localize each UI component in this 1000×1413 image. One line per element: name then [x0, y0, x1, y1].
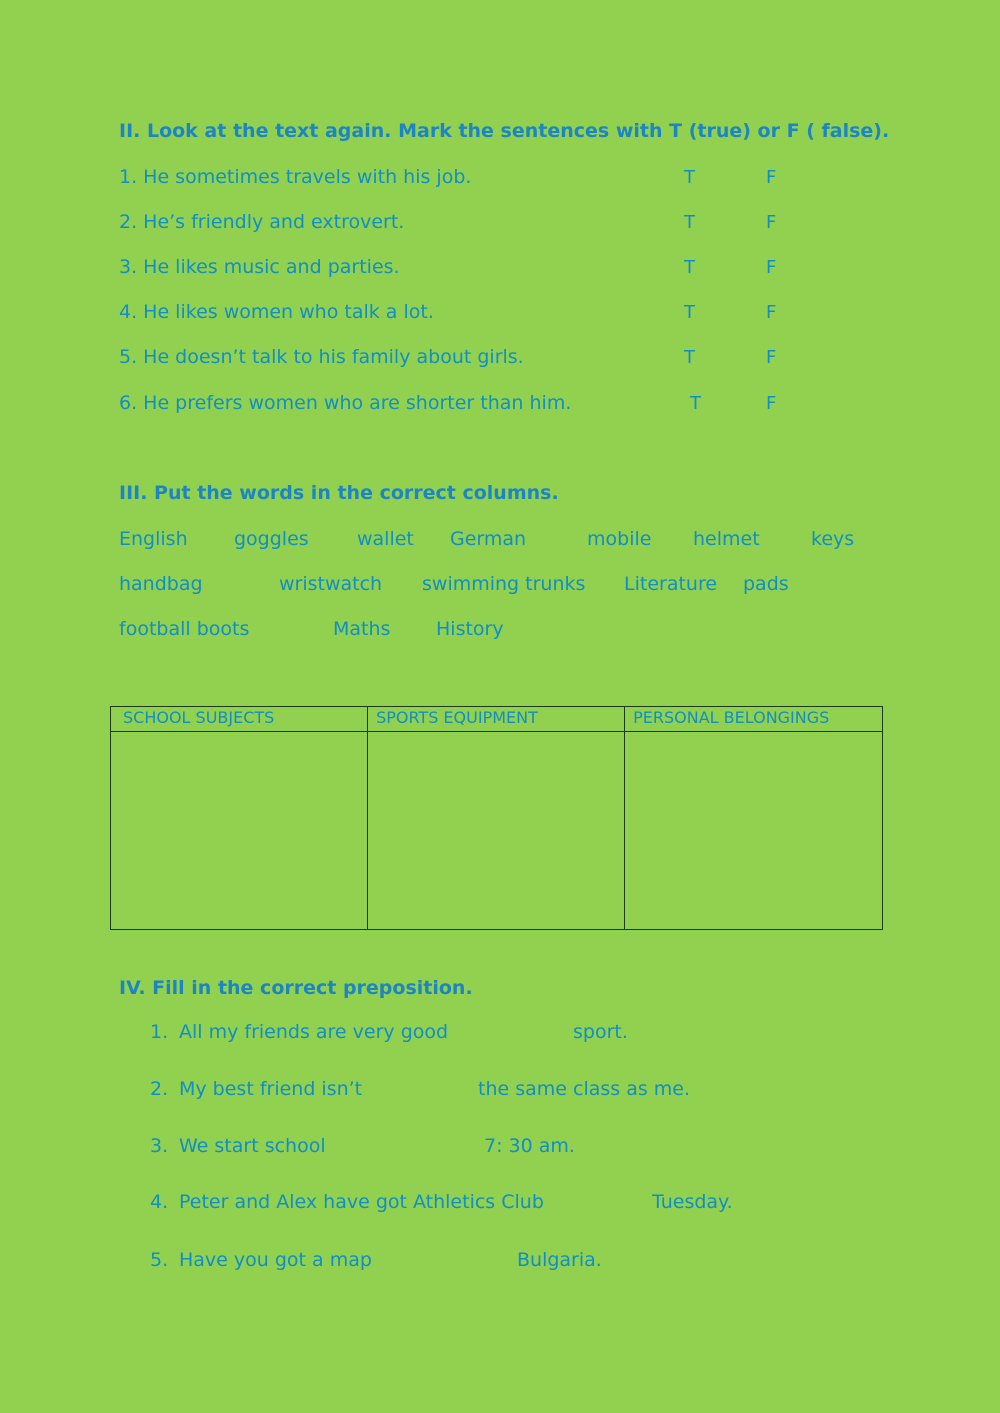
word-football-boots[interactable]: football boots	[119, 618, 250, 640]
word-mobile[interactable]: mobile	[587, 528, 652, 550]
word-german[interactable]: German	[450, 528, 527, 550]
fill-text-before-1: All my friends are very good	[179, 1021, 449, 1043]
word-maths[interactable]: Maths	[333, 618, 391, 640]
false-option-5[interactable]: F	[766, 347, 777, 368]
fill-text-before-5: Have you got a map	[179, 1249, 372, 1271]
false-option-6[interactable]: F	[766, 393, 777, 414]
fill-text-after-2: the same class as me.	[478, 1078, 691, 1100]
fill-number-3: 3.	[150, 1135, 169, 1157]
fill-text-after-3: 7: 30 am.	[484, 1135, 575, 1157]
fill-text-before-4: Peter and Alex have got Athletics Club	[179, 1191, 544, 1213]
section-4-heading: IV. Fill in the correct preposition.	[119, 977, 473, 999]
word-helmet[interactable]: helmet	[693, 528, 760, 550]
fill-text-after-5: Bulgaria.	[517, 1249, 602, 1271]
tf-statement-4: 4. He likes women who talk a lot.	[119, 301, 434, 323]
fill-text-after-1: sport.	[573, 1021, 628, 1043]
fill-text-before-2: My best friend isn’t	[179, 1078, 363, 1100]
word-wristwatch[interactable]: wristwatch	[279, 573, 383, 595]
drop-zone-school-subjects[interactable]	[111, 732, 368, 930]
false-option-2[interactable]: F	[766, 212, 777, 233]
fill-number-1: 1.	[150, 1021, 169, 1043]
false-option-4[interactable]: F	[766, 302, 777, 323]
section-2-heading: II. Look at the text again. Mark the sentences with T (true) or F ( false).	[119, 120, 890, 142]
tf-statement-6: 6. He prefers women who are shorter than him.	[119, 392, 572, 414]
tf-statement-2: 2. He’s friendly and extrovert.	[119, 211, 405, 233]
word-wallet[interactable]: wallet	[357, 528, 414, 550]
column-header-school-subjects: SCHOOL SUBJECTS	[111, 707, 368, 732]
fill-number-4: 4.	[150, 1191, 169, 1213]
true-option-3[interactable]: T	[684, 257, 695, 278]
drop-zone-sports-equipment[interactable]	[368, 732, 625, 930]
false-option-3[interactable]: F	[766, 257, 777, 278]
section-3-heading: III. Put the words in the correct columns.	[119, 482, 559, 504]
tf-statement-5: 5. He doesn’t talk to his family about girls.	[119, 346, 524, 368]
true-option-5[interactable]: T	[684, 347, 695, 368]
true-option-4[interactable]: T	[684, 302, 695, 323]
true-option-2[interactable]: T	[684, 212, 695, 233]
word-goggles[interactable]: goggles	[234, 528, 309, 550]
word-handbag[interactable]: handbag	[119, 573, 203, 595]
sorting-table	[110, 706, 883, 930]
fill-number-2: 2.	[150, 1078, 169, 1100]
tf-statement-3: 3. He likes music and parties.	[119, 256, 400, 278]
word-history[interactable]: History	[436, 618, 504, 640]
fill-text-before-3: We start school	[179, 1135, 326, 1157]
column-header-sports-equipment: SPORTS EQUIPMENT	[368, 707, 625, 732]
drop-zone-personal-belongings[interactable]	[625, 732, 883, 930]
word-literature[interactable]: Literature	[624, 573, 718, 595]
word-swimming-trunks[interactable]: swimming trunks	[422, 573, 586, 595]
word-english[interactable]: English	[119, 528, 188, 550]
tf-statement-1: 1. He sometimes travels with his job.	[119, 166, 472, 188]
column-header-personal-belongings: PERSONAL BELONGINGS	[625, 707, 883, 732]
word-pads[interactable]: pads	[743, 573, 789, 595]
true-option-1[interactable]: T	[684, 167, 695, 188]
fill-number-5: 5.	[150, 1249, 169, 1271]
word-keys[interactable]: keys	[811, 528, 855, 550]
true-option-6[interactable]: T	[690, 393, 701, 414]
false-option-1[interactable]: F	[766, 167, 777, 188]
fill-text-after-4: Tuesday.	[652, 1191, 733, 1213]
